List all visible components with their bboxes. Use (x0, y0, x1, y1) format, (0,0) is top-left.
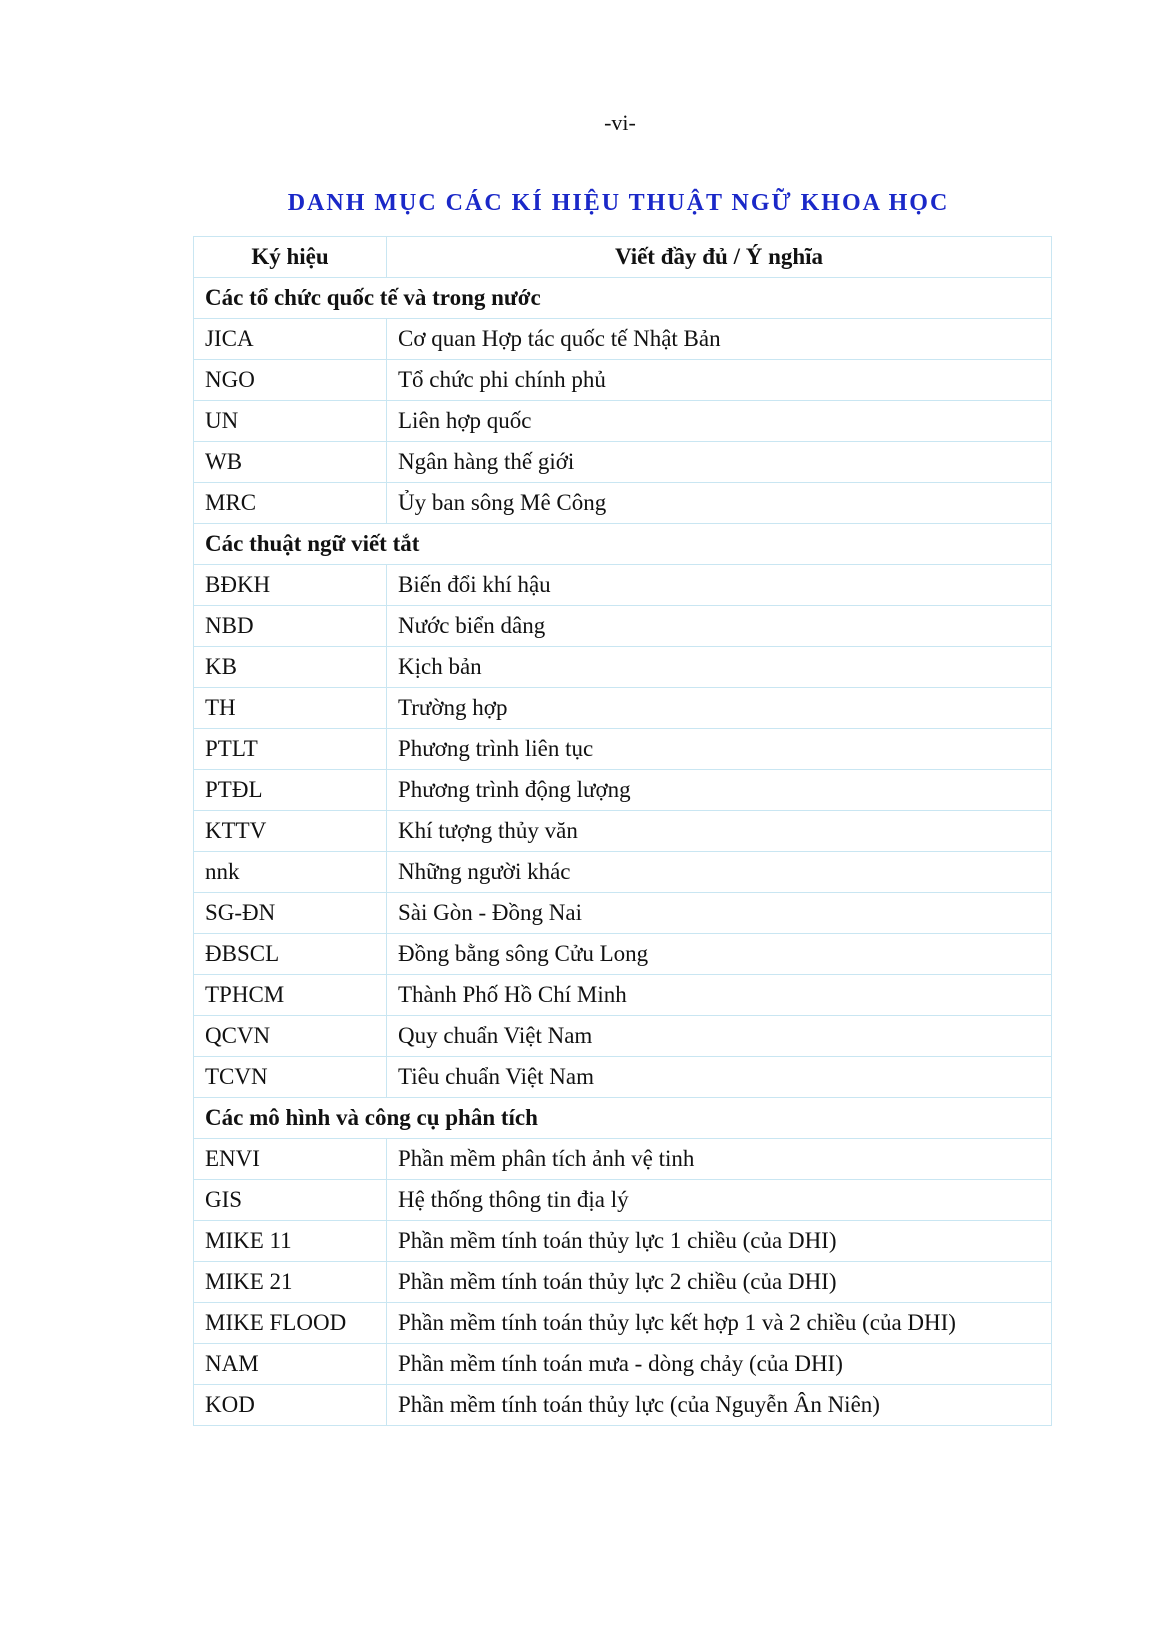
table-row (194, 647, 1052, 688)
symbol-cell: MIKE FLOOD (194, 1303, 387, 1344)
symbol-cell: KB (194, 647, 387, 688)
meaning-cell: Tổ chức phi chính phủ (387, 360, 1052, 401)
table-row (194, 1221, 1052, 1262)
section-heading: Các tổ chức quốc tế và trong nước (194, 278, 1052, 319)
abbreviation-table (193, 236, 1052, 1426)
symbol-cell: ĐBSCL (194, 934, 387, 975)
symbol-cell: PTĐL (194, 770, 387, 811)
table-row (194, 1385, 1052, 1426)
symbol-cell: WB (194, 442, 387, 483)
meaning-cell: Sài Gòn - Đồng Nai (387, 893, 1052, 934)
table-row (194, 1139, 1052, 1180)
table-body (194, 278, 1052, 1426)
meaning-cell: Phần mềm phân tích ảnh vệ tinh (387, 1139, 1052, 1180)
meaning-cell: Ủy ban sông Mê Công (387, 483, 1052, 524)
symbol-cell: KOD (194, 1385, 387, 1426)
table-row (194, 1057, 1052, 1098)
symbol-cell: TPHCM (194, 975, 387, 1016)
symbol-cell: nnk (194, 852, 387, 893)
symbol-cell: TCVN (194, 1057, 387, 1098)
table-row (194, 770, 1052, 811)
table-row (194, 606, 1052, 647)
meaning-cell: Tiêu chuẩn Việt Nam (387, 1057, 1052, 1098)
page-title: DANH MỤC CÁC KÍ HIỆU THUẬT NGỮ KHOA HỌC (287, 190, 950, 216)
section-heading: Các mô hình và công cụ phân tích (194, 1098, 1052, 1139)
symbol-cell: NBD (194, 606, 387, 647)
table-row (194, 565, 1052, 606)
symbol-cell: KTTV (194, 811, 387, 852)
meaning-cell: Quy chuẩn Việt Nam (387, 1016, 1052, 1057)
symbol-cell: JICA (194, 319, 387, 360)
table-row (194, 975, 1052, 1016)
meaning-cell: Phần mềm tính toán thủy lực 1 chiều (của DHI) (387, 1221, 1052, 1262)
table-row (194, 319, 1052, 360)
symbol-cell: NGO (194, 360, 387, 401)
symbol-cell: SG-ĐN (194, 893, 387, 934)
table-row (194, 442, 1052, 483)
symbol-cell: MRC (194, 483, 387, 524)
symbol-cell: NAM (194, 1344, 387, 1385)
table-row (194, 934, 1052, 975)
table-row (194, 401, 1052, 442)
table-row (194, 852, 1052, 893)
meaning-cell: Thành Phố Hồ Chí Minh (387, 975, 1052, 1016)
table-header-row (194, 237, 1052, 278)
section-heading: Các thuật ngữ viết tắt (194, 524, 1052, 565)
meaning-cell: Phương trình liên tục (387, 729, 1052, 770)
meaning-cell: Kịch bản (387, 647, 1052, 688)
meaning-cell: Trường hợp (387, 688, 1052, 729)
column-header-symbol: Ký hiệu (194, 237, 387, 278)
meaning-cell: Phần mềm tính toán thủy lực 2 chiều (của DHI) (387, 1262, 1052, 1303)
section-heading-row (194, 524, 1052, 565)
meaning-cell: Hệ thống thông tin địa lý (387, 1180, 1052, 1221)
page-number: -vi- (604, 110, 636, 135)
symbol-cell: TH (194, 688, 387, 729)
section-heading-row (194, 278, 1052, 319)
meaning-cell: Phần mềm tính toán mưa - dòng chảy (của DHI) (387, 1344, 1052, 1385)
table-row (194, 1262, 1052, 1303)
symbol-cell: BĐKH (194, 565, 387, 606)
table-row (194, 483, 1052, 524)
symbol-cell: ENVI (194, 1139, 387, 1180)
meaning-cell: Đồng bằng sông Cửu Long (387, 934, 1052, 975)
meaning-cell: Nước biển dâng (387, 606, 1052, 647)
meaning-cell: Liên hợp quốc (387, 401, 1052, 442)
symbol-cell: GIS (194, 1180, 387, 1221)
table-row (194, 1344, 1052, 1385)
meaning-cell: Những người khác (387, 852, 1052, 893)
meaning-cell: Phần mềm tính toán thủy lực kết hợp 1 và 2 chiều (của DHI) (387, 1303, 1052, 1344)
symbol-cell: QCVN (194, 1016, 387, 1057)
meaning-cell: Biến đổi khí hậu (387, 565, 1052, 606)
meaning-cell: Khí tượng thủy văn (387, 811, 1052, 852)
table-row (194, 1180, 1052, 1221)
meaning-cell: Cơ quan Hợp tác quốc tế Nhật Bản (387, 319, 1052, 360)
meaning-cell: Phần mềm tính toán thủy lực (của Nguyễn Ân Niên) (387, 1385, 1052, 1426)
table-row (194, 1303, 1052, 1344)
table-row (194, 811, 1052, 852)
meaning-cell: Ngân hàng thế giới (387, 442, 1052, 483)
table-row (194, 688, 1052, 729)
symbol-cell: PTLT (194, 729, 387, 770)
section-heading-row (194, 1098, 1052, 1139)
table-row (194, 360, 1052, 401)
column-header-meaning: Viết đầy đủ / Ý nghĩa (387, 237, 1052, 278)
meaning-cell: Phương trình động lượng (387, 770, 1052, 811)
symbol-cell: MIKE 21 (194, 1262, 387, 1303)
table-row (194, 1016, 1052, 1057)
symbol-cell: UN (194, 401, 387, 442)
table-row (194, 729, 1052, 770)
symbol-cell: MIKE 11 (194, 1221, 387, 1262)
table-row (194, 893, 1052, 934)
